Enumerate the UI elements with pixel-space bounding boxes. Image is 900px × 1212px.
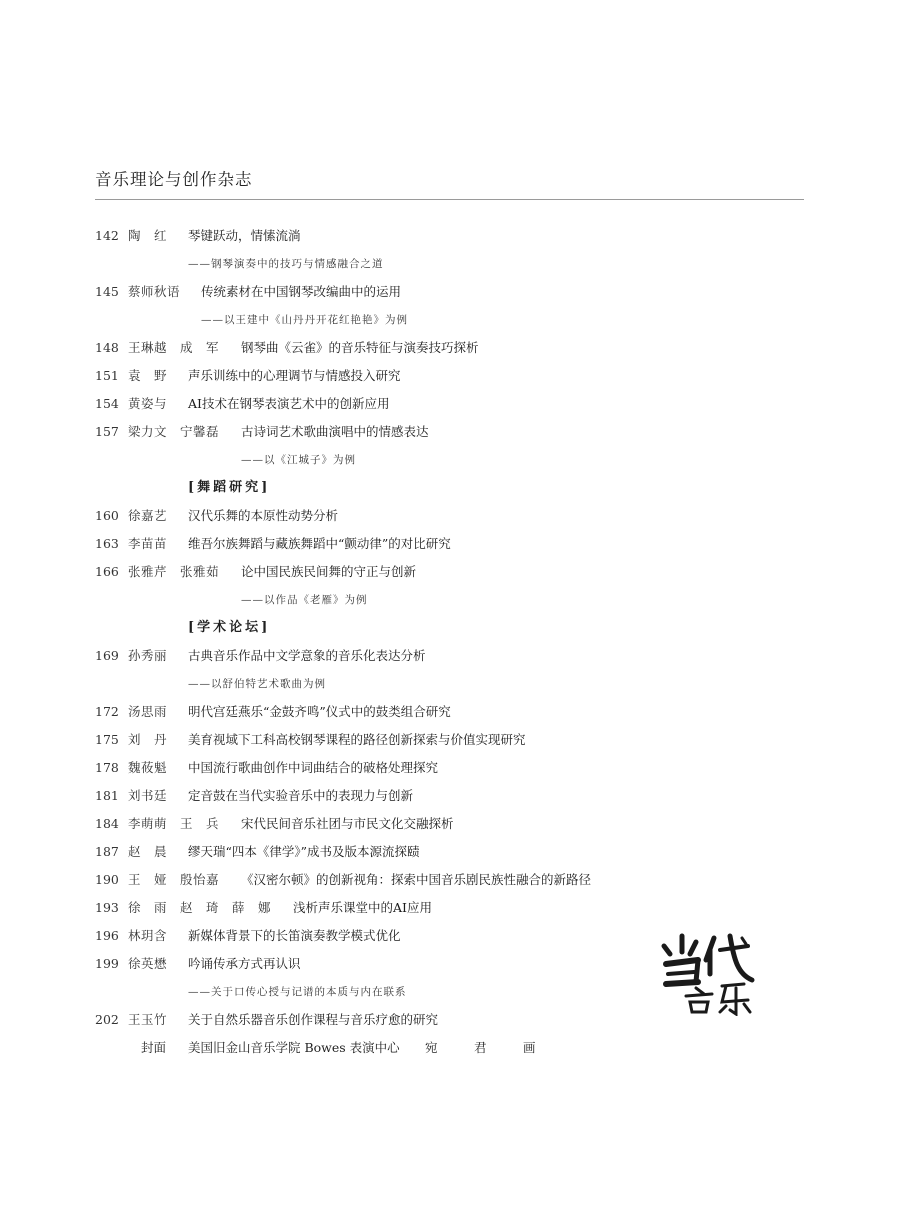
author-name: 李萌萌 王 兵 xyxy=(128,816,220,831)
toc-entry[interactable] xyxy=(95,838,815,866)
article-title[interactable]: 古诗词艺术歌曲演唱中的情感表达 xyxy=(241,424,429,439)
toc-entry[interactable] xyxy=(95,502,815,530)
article-title[interactable]: 琴键跃动，情愫流淌 xyxy=(188,228,301,243)
author-name: 李苗苗 xyxy=(128,536,168,551)
author-name: 徐嘉艺 xyxy=(128,508,168,523)
article-subtitle: ——以王建中《山丹丹开花红艳艳》为例 xyxy=(201,314,408,326)
article-title[interactable]: 汉代乐舞的本原性动势分析 xyxy=(188,508,339,523)
article-title[interactable]: AI技术在钢琴表演艺术中的创新应用 xyxy=(188,396,390,411)
toc-entry[interactable] xyxy=(95,642,815,670)
author-name: 刘 丹 xyxy=(128,732,168,747)
section-label: [舞蹈研究] xyxy=(188,480,271,495)
author-name: 林玥含 xyxy=(128,928,168,943)
article-title[interactable]: 美育视域下工科高校钢琴课程的路径创新探索与价值实现研究 xyxy=(188,732,526,747)
page-number: 166 xyxy=(95,564,119,579)
author-name: 汤思雨 xyxy=(128,704,168,719)
author-name: 张雅芹 张雅茹 xyxy=(128,564,220,579)
page-number: 187 xyxy=(95,844,119,859)
author-name: 袁 野 xyxy=(128,368,168,383)
page-number: 196 xyxy=(95,928,119,943)
cover-credit xyxy=(95,1034,815,1062)
author-name: 孙秀丽 xyxy=(128,648,168,663)
page-number: 178 xyxy=(95,760,119,775)
cover-artist: 宛 君 画 xyxy=(425,1040,548,1055)
toc-subtitle-row xyxy=(95,306,815,334)
page-number: 193 xyxy=(95,900,119,915)
article-title[interactable]: 声乐训练中的心理调节与情感投入研究 xyxy=(188,368,401,383)
author-name: 王琳越 成 军 xyxy=(128,340,220,355)
article-title[interactable]: 传统素材在中国钢琴改编曲中的运用 xyxy=(201,284,402,299)
author-name: 陶 红 xyxy=(128,228,168,243)
toc-subtitle-row xyxy=(95,670,815,698)
cover-description: 美国旧金山音乐学院 Bowes 表演中心 xyxy=(188,1040,400,1055)
author-name: 梁力文 宁馨磊 xyxy=(128,424,220,439)
page-number: 160 xyxy=(95,508,119,523)
author-name: 徐 雨 赵 琦 薛 娜 xyxy=(128,900,272,915)
toc-entry[interactable] xyxy=(95,278,815,306)
section-heading xyxy=(95,474,815,502)
toc-subtitle-row xyxy=(95,250,815,278)
article-title[interactable]: 《汉密尔顿》的创新视角：探索中国音乐剧民族性融合的新路径 xyxy=(241,872,592,887)
toc-entry[interactable] xyxy=(95,362,815,390)
article-title[interactable]: 维吾尔族舞蹈与藏族舞蹈中“颤动律”的对比研究 xyxy=(188,536,451,551)
toc-entry[interactable] xyxy=(95,726,815,754)
article-title[interactable]: 关于自然乐器音乐创作课程与音乐疗愈的研究 xyxy=(188,1012,439,1027)
author-name: 刘书廷 xyxy=(128,788,168,803)
article-title[interactable]: 新媒体背景下的长笛演奏教学模式优化 xyxy=(188,928,401,943)
article-subtitle: ——以舒伯特艺术歌曲为例 xyxy=(188,678,326,690)
author-name: 魏莜魁 xyxy=(128,760,168,775)
toc-entry[interactable] xyxy=(95,698,815,726)
page-number: 190 xyxy=(95,872,119,887)
section-label: [学术论坛] xyxy=(188,620,271,635)
author-name: 王 娅 殷怡嘉 xyxy=(128,872,220,887)
article-subtitle: ——钢琴演奏中的技巧与情感融合之道 xyxy=(188,258,384,270)
article-subtitle: ——关于口传心授与记谱的本质与内在联系 xyxy=(188,986,407,998)
article-title[interactable]: 缪天瑞“四本《律学》”成书及版本源流探赜 xyxy=(188,844,420,859)
toc-entry[interactable] xyxy=(95,782,815,810)
page-number: 175 xyxy=(95,732,119,747)
article-title[interactable]: 古典音乐作品中文学意象的音乐化表达分析 xyxy=(188,648,426,663)
page-number: 184 xyxy=(95,816,119,831)
page-number: 169 xyxy=(95,648,119,663)
page-number: 181 xyxy=(95,788,119,803)
article-title[interactable]: 中国流行歌曲创作中词曲结合的破格处理探究 xyxy=(188,760,439,775)
page-number: 163 xyxy=(95,536,119,551)
journal-title: 音乐理论与创作杂志 xyxy=(95,170,253,189)
author-name: 蔡师秋语 xyxy=(128,284,181,299)
article-title[interactable]: 明代宫廷燕乐“金鼓齐鸣”仪式中的鼓类组合研究 xyxy=(188,704,451,719)
page-number: 142 xyxy=(95,228,119,243)
article-subtitle: ——以《江城子》为例 xyxy=(241,454,356,466)
toc-entry[interactable] xyxy=(95,810,815,838)
toc-entry[interactable] xyxy=(95,754,815,782)
page-number: 154 xyxy=(95,396,119,411)
article-title[interactable]: 宋代民间音乐社团与市民文化交融探析 xyxy=(241,816,454,831)
cover-label: 封面 xyxy=(141,1040,167,1055)
author-name: 黄姿与 xyxy=(128,396,168,411)
page-number: 148 xyxy=(95,340,119,355)
toc-entry[interactable] xyxy=(95,530,815,558)
page-number: 157 xyxy=(95,424,119,439)
author-name: 赵 晨 xyxy=(128,844,168,859)
page-number: 151 xyxy=(95,368,119,383)
toc-subtitle-row xyxy=(95,446,815,474)
toc-entry[interactable] xyxy=(95,866,815,894)
toc-entry[interactable] xyxy=(95,334,815,362)
page-number: 199 xyxy=(95,956,119,971)
page-number: 172 xyxy=(95,704,119,719)
journal-header xyxy=(95,166,804,200)
brand-logo-icon xyxy=(656,930,756,1016)
page-number: 145 xyxy=(95,284,119,299)
toc-entry[interactable] xyxy=(95,418,815,446)
article-title[interactable]: 定音鼓在当代实验音乐中的表现力与创新 xyxy=(188,788,414,803)
toc-entry[interactable] xyxy=(95,390,815,418)
article-title[interactable]: 吟诵传承方式再认识 xyxy=(188,956,301,971)
toc-entry[interactable] xyxy=(95,222,815,250)
page-number: 202 xyxy=(95,1012,119,1027)
section-heading xyxy=(95,614,815,642)
toc-entry[interactable] xyxy=(95,894,815,922)
toc-subtitle-row xyxy=(95,586,815,614)
toc-entry[interactable] xyxy=(95,558,815,586)
article-subtitle: ——以作品《老雁》为例 xyxy=(241,594,368,606)
article-title[interactable]: 浅析声乐课堂中的AI应用 xyxy=(293,900,432,915)
author-name: 徐英懋 xyxy=(128,956,168,971)
article-title[interactable]: 论中国民族民间舞的守正与创新 xyxy=(241,564,417,579)
author-name: 王玉竹 xyxy=(128,1012,168,1027)
article-title[interactable]: 钢琴曲《云雀》的音乐特征与演奏技巧探析 xyxy=(241,340,479,355)
